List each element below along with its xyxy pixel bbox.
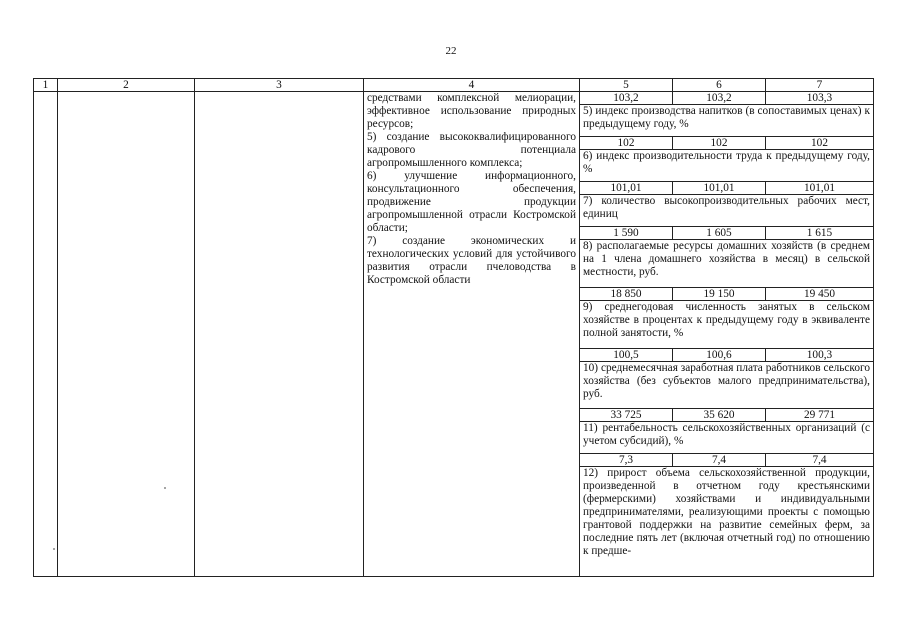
- value-cell: 102: [766, 137, 874, 150]
- value-cell: 1 605: [673, 227, 766, 240]
- header-col-2: 2: [58, 79, 195, 92]
- goal-paragraph: 6) улучшение информационного, консультационного обеспечения, продвижение продукции агропромышленной отрасли Костромской области;: [367, 170, 576, 234]
- value-cell: 33 725: [580, 409, 673, 422]
- value-cell: 103,2: [673, 92, 766, 105]
- value-cell: 103,3: [766, 92, 874, 105]
- indicator-text: 11) рентабельность сельскохозяйственных организаций (с учетом субсидий), %: [580, 422, 874, 454]
- value-cell: 102: [580, 137, 673, 150]
- col-1-cell: [34, 92, 58, 577]
- header-col-4: 4: [364, 79, 580, 92]
- header-col-6: 6: [673, 79, 766, 92]
- col-4-cell: [364, 92, 580, 577]
- value-cell: 100,5: [580, 348, 673, 361]
- indicator-text: 5) индекс производства напитков (в сопоставимых ценах) к предыдущему году, %: [580, 105, 874, 137]
- goal-paragraph: средствами комплексной мелиорации, эффективное использование природных ресурсов;: [367, 92, 576, 130]
- indicator-text: 7) количество высокопроизводительных рабочих мест, единиц: [580, 195, 874, 227]
- value-cell: 7,4: [673, 454, 766, 467]
- indicator-text: 8) располагаемые ресурсы домашних хозяйств (в среднем на 1 члена домашнего хозяйства в месяц) в сельской местности, руб.: [580, 240, 874, 288]
- indicator-text: 12) прирост объема сельскохозяйственной продукции, произведенной в отчетном году крестьянскими (фермерскими) хозяйствами и индивидуальными предпринимателями, реализующими проекты с помощью грантовой поддержки на развитие семейных ферм, за последние пять лет (включая отчетный год) по отношению к предше-: [580, 467, 874, 577]
- value-cell: 19 450: [766, 288, 874, 301]
- header-col-1: 1: [34, 79, 58, 92]
- value-cell: 101,01: [673, 182, 766, 195]
- value-cell: 19 150: [673, 288, 766, 301]
- value-cell: 7,3: [580, 454, 673, 467]
- value-cell: 35 620: [673, 409, 766, 422]
- scan-speck: [53, 548, 55, 550]
- value-cell: 103,2: [580, 92, 673, 105]
- value-cell: 29 771: [766, 409, 874, 422]
- value-cell: 101,01: [766, 182, 874, 195]
- value-cell: 7,4: [766, 454, 874, 467]
- value-cell: 1 615: [766, 227, 874, 240]
- indicator-text: 9) среднегодовая численность занятых в сельском хозяйстве в процентах к предыдущему году в эквиваленте полной занятости, %: [580, 301, 874, 349]
- document-table: [33, 78, 874, 577]
- value-cell: 100,6: [673, 348, 766, 361]
- value-cell: 100,3: [766, 348, 874, 361]
- indicator-text: 6) индекс производительности труда к предыдущему году, %: [580, 150, 874, 182]
- indicator-text: 10) среднемесячная заработная плата работников сельского хозяйства (без субъектов малого предпринимательства), руб.: [580, 361, 874, 409]
- header-row: [34, 79, 874, 92]
- table-row: [34, 92, 874, 105]
- col-2-cell: [58, 92, 195, 577]
- value-cell: 102: [673, 137, 766, 150]
- header-col-5: 5: [580, 79, 673, 92]
- value-cell: 101,01: [580, 182, 673, 195]
- goal-paragraph: 5) создание высококвалифицированного кадрового потенциала агропромышленного комплекса;: [367, 131, 576, 169]
- scan-speck: [164, 487, 166, 489]
- col-3-cell: [195, 92, 364, 577]
- value-cell: 18 850: [580, 288, 673, 301]
- value-cell: 1 590: [580, 227, 673, 240]
- header-col-3: 3: [195, 79, 364, 92]
- goal-paragraph: 7) создание экономических и технологических условий для устойчивого развития отрасли пчеловодства в Костромской области: [367, 235, 576, 286]
- page-number: 22: [445, 45, 457, 57]
- header-col-7: 7: [766, 79, 874, 92]
